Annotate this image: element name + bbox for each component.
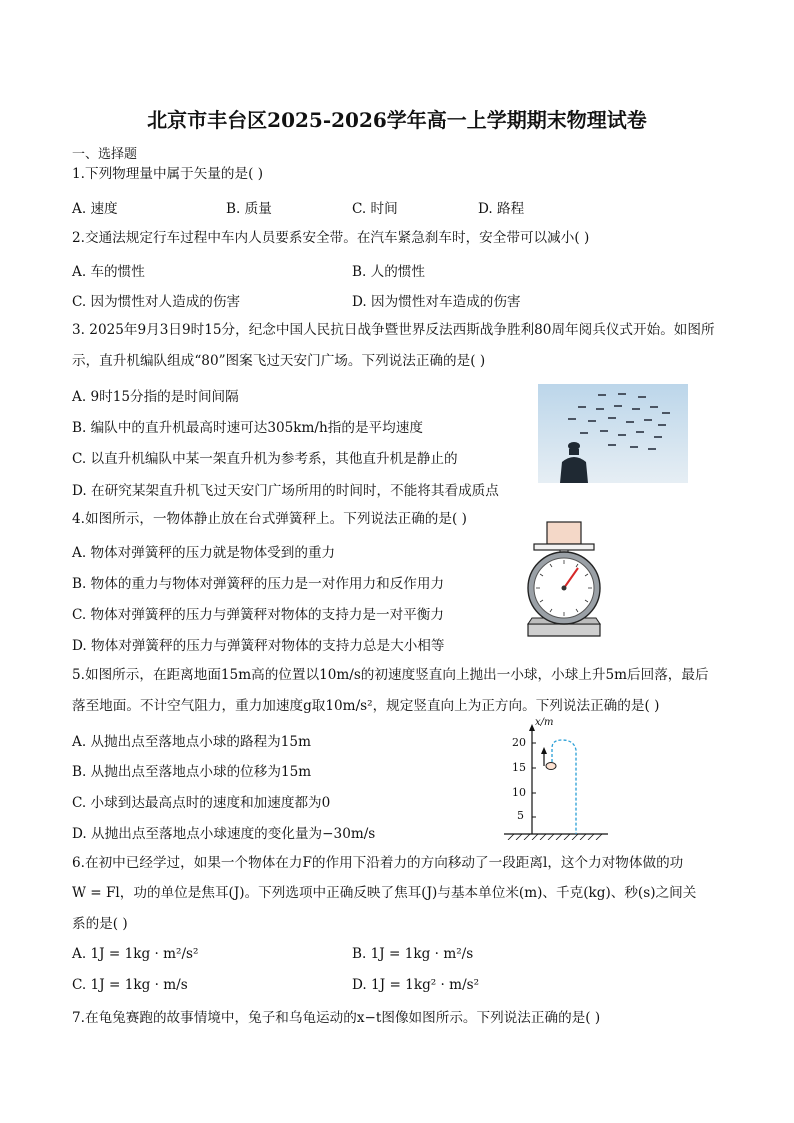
q1-option-a: A. 速度 (72, 201, 118, 217)
q4-option-c: C. 物体对弹簧秤的压力与弹簧秤对物体的支持力是一对平衡力 (72, 607, 444, 623)
q1-option-d: D. 路程 (478, 201, 525, 217)
q1-stem: 1.下列物理量中属于矢量的是( ) (72, 166, 264, 182)
q7-stem: 7.在龟兔赛跑的故事情境中，兔子和乌龟运动的x−t图像如图所示。下列说法正确的是( ) (72, 1010, 601, 1026)
q4-option-a: A. 物体对弹簧秤的压力就是物体受到的重力 (72, 545, 336, 561)
q4-option-d: D. 物体对弹簧秤的压力与弹簧秤对物体的支持力总是大小相等 (72, 638, 445, 654)
q6-stem-line3: 系的是( ) (72, 916, 128, 932)
q2-stem: 2.交通法规定行车过程中车内人员要系安全带。在汽车紧急刹车时，安全带可以减小( ) (72, 230, 590, 246)
q6-option-b: B. 1J = 1kg · m²/s (352, 946, 474, 962)
q2-option-a: A. 车的惯性 (72, 264, 145, 280)
platform-scale-figure (520, 520, 608, 644)
q6-option-c: C. 1J = 1kg · m/s (72, 977, 188, 993)
velocity-arrow-icon (541, 747, 547, 754)
q6-option-d: D. 1J = 1kg² · m/s² (352, 977, 480, 993)
block-object (547, 522, 581, 544)
q2-option-d: D. 因为惯性对车造成的伤害 (352, 294, 521, 310)
q5-tick-15: 15 (512, 761, 526, 774)
q5-axis-label: x/m (535, 717, 554, 728)
q4-option-b: B. 物体的重力与物体对弹簧秤的压力是一对作用力和反作用力 (72, 576, 445, 592)
section-heading: 一、选择题 (72, 147, 138, 162)
ball-trajectory (552, 740, 576, 834)
q1-option-b: B. 质量 (226, 201, 272, 217)
ball (546, 763, 556, 770)
q5-option-d: D. 从抛出点至落地点小球速度的变化量为−30m/s (72, 826, 376, 842)
q5-stem-line2: 落至地面。不计空气阻力，重力加速度g取10m/s²，规定竖直向上为正方向。下列说法正确的是( ) (72, 698, 660, 714)
q3-stem-line1: 3. 2025年9月3日9时15分，纪念中国人民抗日战争暨世界反法西斯战争胜利80周年阅兵仪式开始。如图所 (72, 322, 715, 338)
q5-option-a: A. 从抛出点至落地点小球的路程为15m (72, 734, 311, 750)
q3-option-d: D. 在研究某架直升机飞过天安门广场所用的时间时，不能将其看成质点 (72, 483, 499, 499)
axis-arrow-icon (529, 724, 535, 731)
q5-option-b: B. 从抛出点至落地点小球的位移为15m (72, 764, 312, 780)
throw-diagram (500, 722, 610, 840)
q5-tick-10: 10 (512, 786, 526, 799)
q2-option-c: C. 因为惯性对人造成的伤害 (72, 294, 241, 310)
q3-option-a: A. 9时15分指的是时间间隔 (72, 389, 239, 405)
q2-option-b: B. 人的惯性 (352, 264, 426, 280)
q6-option-a: A. 1J = 1kg · m²/s² (72, 946, 199, 962)
q6-stem-line1: 6.在初中已经学过，如果一个物体在力F的作用下沿着力的方向移动了一段距离l，这个力对物体做的功 (72, 855, 684, 871)
q5-stem-line1: 5.如图所示，在距离地面15m高的位置以10m/s的初速度竖直向上抛出一小球，小球上升5m后回落，最后 (72, 667, 709, 683)
q4-stem: 4.如图所示，一物体静止放在台式弹簧秤上。下列说法正确的是( ) (72, 511, 467, 527)
q5-tick-5: 5 (517, 809, 524, 822)
q1-option-c: C. 时间 (352, 201, 398, 217)
q3-stem-line2: 示，直升机编队组成“80”图案飞过天安门广场。下列说法正确的是( ) (72, 353, 486, 369)
helicopter-formation-photo (538, 384, 688, 483)
q5-option-c: C. 小球到达最高点时的速度和加速度都为0 (72, 795, 331, 811)
page-title: 北京市丰台区2025-2026学年高一上学期期末物理试卷 (147, 108, 647, 132)
q5-tick-20: 20 (512, 736, 526, 749)
q6-stem-line2: W = Fl，功的单位是焦耳(J)。下列选项中正确反映了焦耳(J)与基本单位米(m)、千克(kg)、秒(s)之间关 (72, 885, 697, 901)
q3-option-c: C. 以直升机编队中某一架直升机为参考系，其他直升机是静止的 (72, 451, 458, 467)
q3-option-b: B. 编队中的直升机最高时速可达305km/h指的是平均速度 (72, 420, 423, 436)
